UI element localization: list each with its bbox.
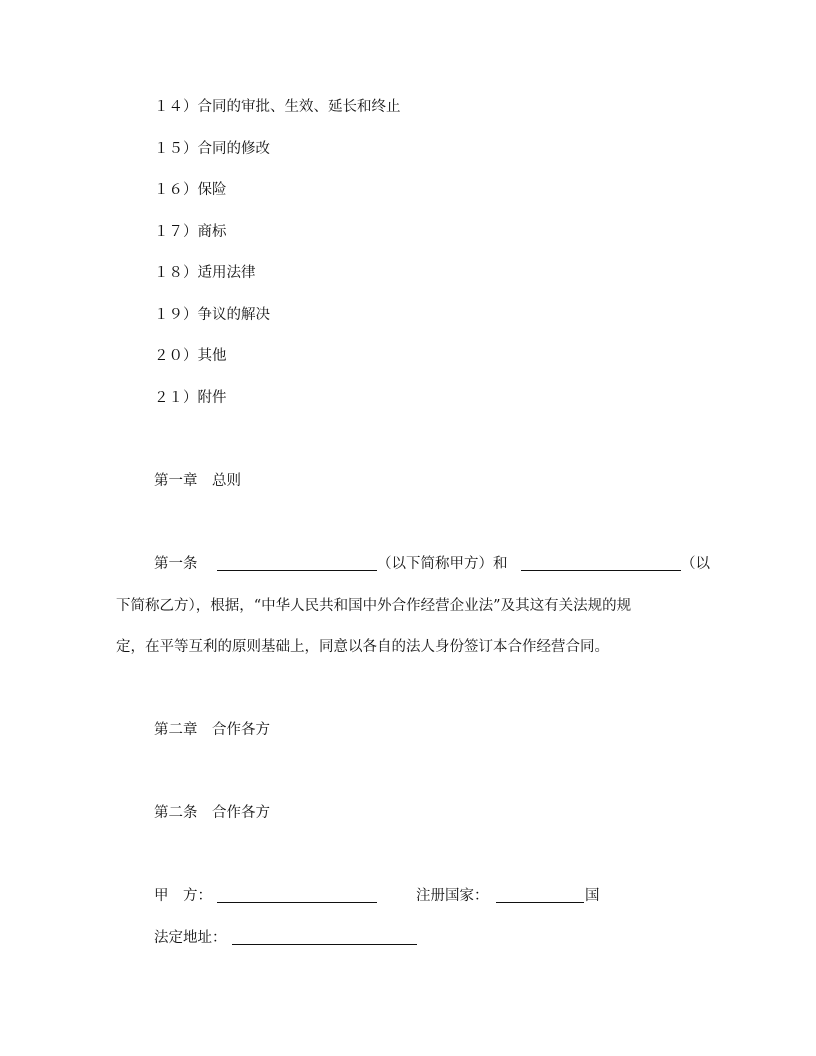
party-a-blank: [217, 888, 377, 903]
toc-item: １７）商标: [154, 224, 227, 240]
party-b-name-blank: [521, 556, 681, 571]
article-heading: 第二条 合作各方: [154, 805, 270, 821]
toc-item: ２０）其他: [154, 348, 227, 364]
chapter-heading: 第一章 总则: [154, 473, 241, 489]
article-1-line-3: 定，在平等互利的原则基础上，同意以各自的法人身份签订本合作经营合同。: [116, 639, 609, 655]
article-label: 第一条: [154, 556, 198, 572]
article-tail-text: （以: [681, 556, 710, 572]
address-label: 法定地址：: [154, 930, 227, 946]
toc-item: １９）争议的解决: [154, 307, 270, 323]
toc-item: １４）合同的审批、生效、延长和终止: [154, 99, 401, 115]
toc-item: ２１）附件: [154, 390, 227, 406]
party-a-label: 甲 方：: [154, 888, 212, 904]
party-a-row: [154, 886, 614, 906]
toc-item: １５）合同的修改: [154, 141, 270, 157]
country-label: 注册国家：: [416, 888, 489, 904]
country-suffix: 国: [585, 888, 600, 904]
article-mid-text: （以下简称甲方）和: [377, 556, 508, 572]
toc-item: １８）适用法律: [154, 265, 256, 281]
country-blank: [496, 888, 584, 903]
article-1-line-1: [154, 554, 710, 574]
chapter-heading: 第二章 合作各方: [154, 722, 270, 738]
address-blank: [232, 930, 417, 945]
toc-item: １６）保险: [154, 182, 227, 198]
article-1-line-2: 下简称乙方），根据，“中华人民共和国中外合作经营企业法”及其这有关法规的规: [116, 598, 632, 614]
party-a-name-blank: [217, 556, 377, 571]
address-row: [154, 928, 454, 948]
